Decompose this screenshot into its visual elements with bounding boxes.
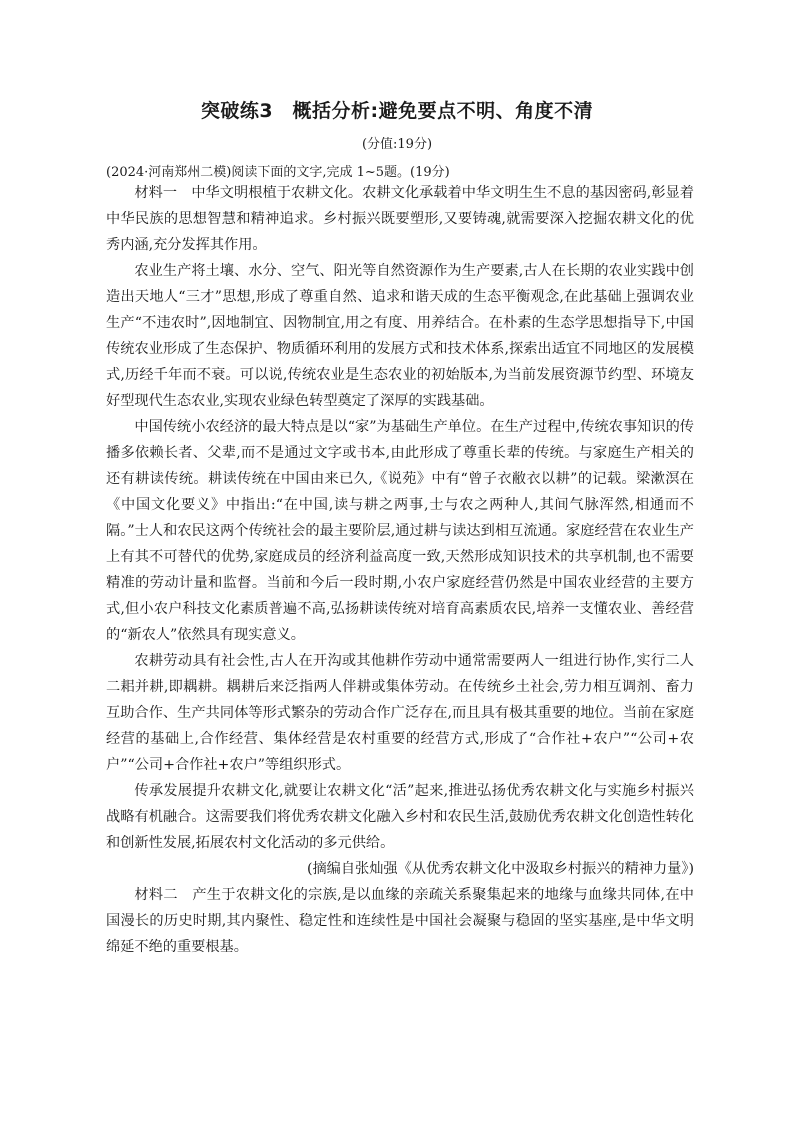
paragraph-material-1: 材料一 中华文明根植于农耕文化。农耕文化承载着中华文明生生不息的基因密码,彰显着中华民族的思想智慧和精神追求。乡村振兴既要塑形,又要铸魂,就需要深入挖掘农耕文化的优秀内涵,充分发挥其作用。 xyxy=(106,185,694,253)
paragraph-inheritance: 传承发展提升农耕文化,就要让农耕文化“活”起来,推进弘扬优秀农耕文化与实施乡村振兴战略有机融合。这需要我们将优秀农耕文化融入乡村和农民生活,鼓励优秀农耕文化创造性转化和创新性发展,拓展农村文化活动的多元供给。 xyxy=(106,783,694,851)
paragraph-cooperative-labor: 农耕劳动具有社会性,古人在开沟或其他耕作劳动中通常需要两人一组进行协作,实行二人二耜并耕,即耦耕。耦耕后来泛指两人伴耕或集体劳动。在传统乡土社会,劳力相互调剂、畜力互助合作、生产共同体等形式繁杂的劳动合作广泛存在,而且具有极其重要的地位。当前在家庭经营的基础上,合作经营、集体经营是农村重要的经营方式,形成了“合作社+农户”“公司+农户”“公司+合作社+农户”等组织形式。 xyxy=(106,653,694,773)
paragraph-material-2: 材料二 产生于农耕文化的宗族,是以血缘的亲疏关系聚集起来的地缘与血缘共同体,在中国漫长的历史时期,其内聚性、稳定性和连续性是中国社会凝聚与稳固的坚实基座,是中华文明绵延不绝的重要根基。 xyxy=(106,887,694,955)
paragraph-family-tradition: 中国传统小农经济的最大特点是以“家”为基础生产单位。在生产过程中,传统农事知识的传播多依赖长者、父辈,而不是通过文字或书本,由此形成了尊重长辈的传统。与家庭生产相关的还有耕读传统。耕读传统在中国由来已久,《说苑》中有“曾子衣敝衣以耕”的记载。梁漱溟在《中国文化要义》中指出:“在中国,读与耕之两事,士与农之两种人,其间气脉浑然,相通而不隔。”士人和农民这两个传统社会的最主要阶层,通过耕与读达到相互流通。家庭经营在农业生产上有其不可替代的优势,家庭成员的经济利益高度一致,天然形成知识技术的共享机制,也不需要精准的劳动计量和监督。当前和今后一段时期,小农户家庭经营仍然是中国农业经营的主要方式,但小农户科技文化素质普遍不高,弘扬耕读传统对培育高素质农民,培养一支懂农业、善经营的“新农人”依然具有现实意义。 xyxy=(106,419,694,643)
score-note: (分值:19分) xyxy=(361,137,433,152)
article-body xyxy=(106,180,694,960)
page-title: 突破练3 概括分析:避免要点不明、角度不清 xyxy=(200,100,594,122)
attribution: (摘编自张灿强《从优秀农耕文化中汲取乡村振兴的精神力量》) xyxy=(306,861,694,877)
question-source: (2024·河南郑州二模)阅读下面的文字,完成 1~5题。(19分) xyxy=(106,165,450,180)
paragraph-agriculture-ecology: 农业生产将土壤、水分、空气、阳光等自然资源作为生产要素,古人在长期的农业实践中创造出天地人“三才”思想,形成了尊重自然、追求和谐天成的生态平衡观念,在此基础上强调农业生产“不违农时”,因地制宜、因物制宜,用之有度、用养结合。在朴素的生态学思想指导下,中国传统农业形成了生态保护、物质循环利用的发展方式和技术体系,探索出适宜不同地区的发展模式,历经千年而不衰。可以说,传统农业是生态农业的初始版本,为当前发展资源节约型、环境友好型现代生态农业,实现农业绿色转型奠定了深厚的实践基础。 xyxy=(106,263,694,409)
